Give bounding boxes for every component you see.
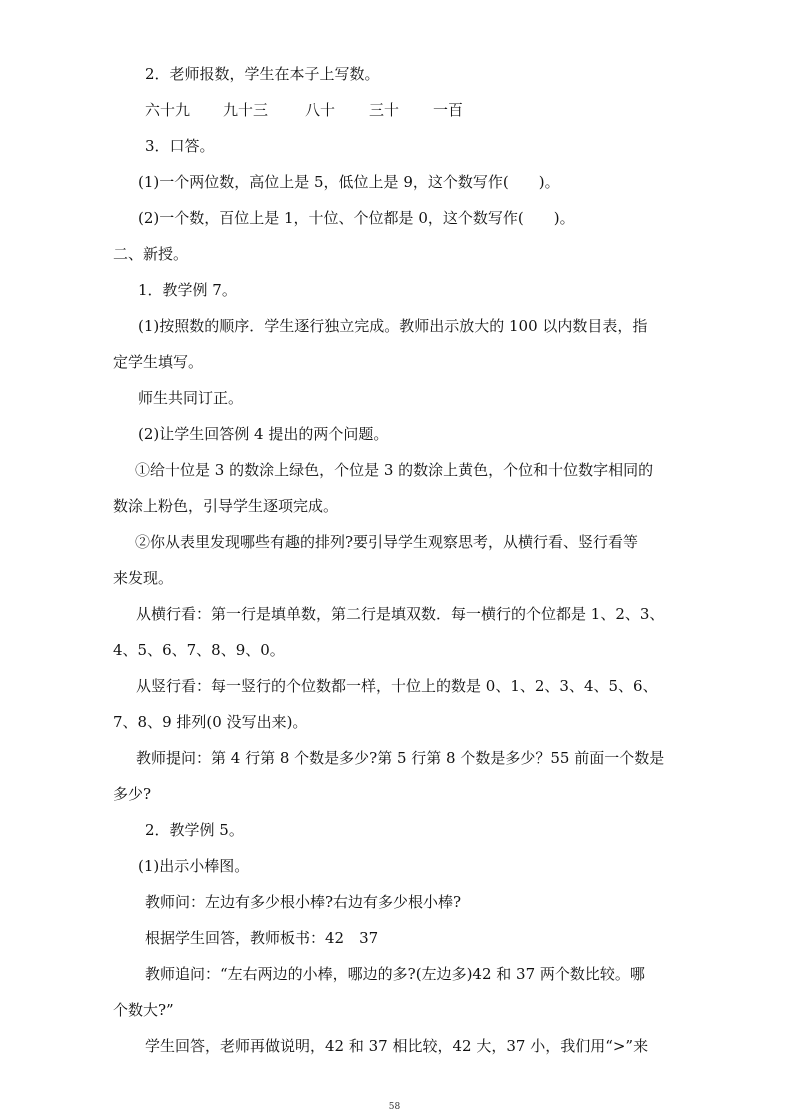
- text-line: 根据学生回答，教师板书：42 37: [145, 929, 379, 947]
- number-item: 九十三: [223, 101, 269, 119]
- text-line: (1)出示小棒图。: [138, 857, 250, 875]
- text-line: 3．口答。: [145, 137, 215, 155]
- text-line: ①给十位是 3 的数涂上绿色，个位是 3 的数涂上黄色，个位和十位数字相同的: [135, 461, 654, 479]
- text-line: ②你从表里发现哪些有趣的排列?要引导学生观察思考，从横行看、竖行看等: [135, 533, 639, 551]
- text-line: 多少?: [113, 785, 152, 803]
- text-line: 从横行看：第一行是填单数，第二行是填双数．每一横行的个位都是 1、2、3、: [136, 605, 665, 623]
- text-line: 教师追问：“左右两边的小棒，哪边的多?(左边多)42 和 37 两个数比较。哪: [145, 965, 645, 983]
- text-line: 7、8、9 排列(0 没写出来)。: [113, 713, 308, 731]
- number-item: 三十: [369, 101, 400, 119]
- page-number: 58: [388, 1102, 401, 1112]
- number-item: 六十九: [145, 101, 191, 119]
- text-line: (1)按照数的顺序．学生逐行独立完成。教师出示放大的 100 以内数目表，指: [138, 317, 648, 335]
- text-line: (2)让学生回答例 4 提出的两个问题。: [138, 425, 389, 443]
- text-line: (1)一个两位数，高位上是 5，低位上是 9，这个数写作( )。: [138, 173, 560, 191]
- text-line: 学生回答，老师再做说明，42 和 37 相比较，42 大，37 小，我们用“>”来: [145, 1037, 649, 1055]
- text-line: (2)一个数，百位上是 1，十位、个位都是 0，这个数写作( )。: [138, 209, 575, 227]
- text-line: 数涂上粉色，引导学生逐项完成。: [113, 497, 339, 515]
- section-heading: 二、新授。: [113, 245, 189, 263]
- text-line: 来发现。: [113, 569, 174, 587]
- text-line: 个数大?”: [113, 1001, 174, 1019]
- text-line: 师生共同订正。: [138, 389, 244, 407]
- text-line: 定学生填写。: [113, 353, 204, 371]
- text-line: 2．教学例 5。: [145, 821, 244, 839]
- text-line: 4、5、6、7、8、9、0。: [113, 641, 285, 659]
- number-item: 一百: [433, 101, 464, 119]
- text-line: 1．教学例 7。: [138, 281, 237, 299]
- text-line: 从竖行看：每一竖行的个位数都一样，十位上的数是 0、1、2、3、4、5、6、: [136, 677, 658, 695]
- number-item: 八十: [305, 101, 336, 119]
- text-line: 教师提问：第 4 行第 8 个数是多少?第 5 行第 8 个数是多少？55 前面一个数是: [136, 749, 665, 767]
- text-line: 2．老师报数，学生在本子上写数。: [145, 65, 380, 83]
- text-line: 教师问：左边有多少根小棒?右边有多少根小棒?: [145, 893, 462, 911]
